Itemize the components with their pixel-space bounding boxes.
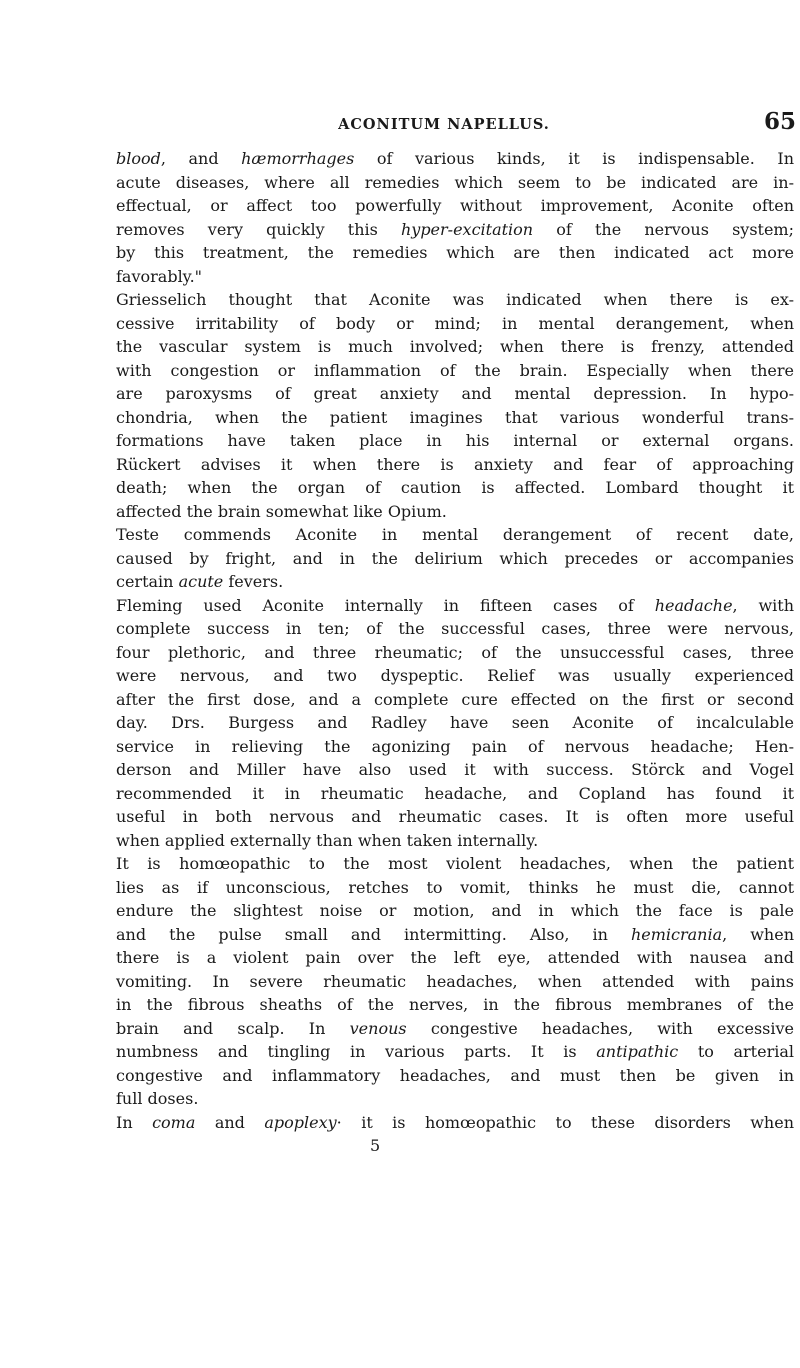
italic-term: hemicrania — [630, 924, 723, 944]
text-line — [116, 406, 794, 430]
italic-term: antipathic — [596, 1042, 679, 1061]
text-segment: vomiting. In severe rheumatic headaches, when attended with pains — [116, 971, 794, 991]
text-line — [116, 594, 794, 618]
text-segment: death; when the organ of caution is affected. Lombard thought it — [116, 478, 794, 497]
text-line — [116, 547, 794, 571]
text-line — [116, 359, 794, 383]
text-segment: service in relieving the agonizing pain of nervous headache; Hen- — [116, 736, 794, 756]
page-number: 65 — [763, 108, 796, 135]
text-segment: in the fibrous sheaths of the nerves, in the fibrous membranes of the — [116, 995, 794, 1014]
text-segment: derson and Miller have also used it with success. Störck and Vogel — [116, 760, 794, 779]
text-line — [116, 335, 794, 359]
text-segment: full doses. — [116, 1089, 199, 1108]
text-segment: affected the brain somewhat like Opium. — [116, 501, 447, 521]
text-segment: removes very quickly this — [116, 219, 401, 239]
text-line — [116, 288, 794, 312]
text-segment: of various kinds, it is indispensable. In — [354, 149, 794, 168]
text-line — [116, 852, 794, 876]
text-segment: complete success in ten; of the successful cases, three were nervous, — [116, 619, 794, 638]
text-line — [116, 429, 794, 453]
text-segment: caused by fright, and in the delirium which precedes or accompanies — [116, 548, 794, 568]
text-segment: effectual, or affect too powerfully without improvement, Aconite often — [116, 196, 794, 215]
text-line — [116, 876, 794, 900]
text-line — [116, 171, 794, 195]
italic-term: hæmorrhages — [241, 149, 355, 168]
text-segment: and — [195, 1112, 265, 1132]
text-line — [116, 500, 794, 524]
text-line — [116, 735, 794, 759]
body-text — [116, 147, 794, 1158]
text-line — [116, 1111, 794, 1135]
text-line — [116, 993, 794, 1017]
text-segment: chondria, when the patient imagines that various wonderful trans- — [116, 407, 794, 427]
text-segment: favorably." — [116, 266, 203, 286]
text-line — [116, 899, 794, 923]
text-segment: formations have taken place in his internal or external organs. — [116, 431, 794, 450]
text-segment: were nervous, and two dyspeptic. Relief was usually experienced — [116, 666, 794, 685]
text-segment: endure the slightest noise or motion, and in which the face is pale — [116, 901, 794, 920]
text-line — [116, 641, 794, 665]
text-segment: cessive irritability of body or mind; in mental derangement, when — [116, 313, 794, 333]
text-line — [116, 570, 794, 594]
text-line — [116, 241, 794, 265]
text-segment: to arterial — [678, 1042, 794, 1061]
text-line — [116, 476, 794, 500]
text-line — [116, 970, 794, 994]
text-segment: there is a violent pain over the left eye, attended with nausea and — [116, 948, 794, 967]
text-segment: congestive headaches, with excessive — [406, 1018, 795, 1038]
text-segment: four plethoric, and three rheumatic; of the unsuccessful cases, three — [116, 642, 794, 662]
italic-term: venous — [349, 1018, 407, 1038]
text-segment: acute diseases, where all remedies which seem to be indicated are in- — [116, 172, 794, 192]
text-segment: congestive and inflammatory headaches, and must then be given in — [116, 1065, 794, 1085]
text-segment: fevers. — [223, 572, 284, 591]
text-segment: Griesselich thought that Aconite was indicated when there is ex- — [116, 290, 794, 309]
text-line — [116, 805, 794, 829]
text-segment: day. Drs. Burgess and Radley have seen Aconite of incalculable — [116, 713, 794, 732]
text-line — [116, 758, 794, 782]
text-segment: with congestion or inflammation of the brain. Especially when there — [116, 360, 794, 380]
text-segment: , with — [732, 595, 795, 615]
text-line — [116, 523, 794, 547]
text-segment: when applied externally than when taken internally. — [116, 830, 539, 850]
text-line — [116, 1064, 794, 1088]
text-line — [116, 688, 794, 712]
text-line — [116, 265, 794, 289]
italic-term: acute — [178, 572, 224, 591]
text-line — [116, 218, 794, 242]
text-segment: · it is homœopathic to these disorders when — [336, 1112, 795, 1132]
italic-term: apoplexy — [264, 1112, 337, 1132]
text-line — [116, 946, 794, 970]
text-segment: of the nervous system; — [533, 219, 794, 239]
text-line — [116, 782, 794, 806]
text-line — [116, 382, 794, 406]
text-segment: Teste commends Aconite in mental derangement of recent date, — [116, 525, 794, 544]
text-line — [116, 1040, 794, 1064]
text-segment: lies as if unconscious, retches to vomit, thinks he must die, cannot — [116, 877, 794, 897]
text-segment: , when — [722, 924, 795, 944]
text-segment: by this treatment, the remedies which are then indicated act more — [116, 243, 794, 262]
text-segment: Rückert advises it when there is anxiety and fear of approaching — [116, 454, 794, 474]
italic-term: hyper-excitation — [400, 219, 534, 239]
text-segment: and the pulse small and intermitting. Also, in — [116, 924, 631, 944]
text-segment: are paroxysms of great anxiety and mental depression. In hypo- — [116, 384, 794, 403]
text-segment: certain — [116, 572, 179, 591]
text-segment: Fleming used Aconite internally in fifteen cases of — [116, 595, 655, 615]
text-segment: brain and scalp. In — [116, 1018, 350, 1038]
text-line — [116, 453, 794, 477]
text-line — [116, 711, 794, 735]
text-segment: , and — [160, 149, 242, 168]
text-line — [116, 1087, 794, 1111]
running-title: ACONITUM NAPELLUS. — [338, 116, 550, 133]
italic-term: headache — [654, 595, 733, 615]
text-segment: In — [116, 1112, 153, 1132]
text-segment: It is homœopathic to the most violent headaches, when the patient — [116, 854, 794, 873]
italic-term: coma — [152, 1112, 196, 1132]
running-head — [116, 108, 796, 142]
text-line — [116, 312, 794, 336]
text-segment: useful in both nervous and rheumatic cases. It is often more useful — [116, 807, 794, 826]
text-segment: after the first dose, and a complete cure effected on the first or second — [116, 689, 794, 709]
text-line — [116, 1017, 794, 1041]
text-line — [116, 147, 794, 171]
text-segment: the vascular system is much involved; when there is frenzy, attended — [116, 337, 794, 356]
text-line — [116, 194, 794, 218]
text-segment: numbness and tingling in various parts. It is — [116, 1042, 597, 1061]
text-line — [116, 829, 794, 853]
text-line — [116, 923, 794, 947]
text-line — [116, 664, 794, 688]
signature-mark: 5 — [370, 1136, 381, 1155]
italic-term: blood — [116, 149, 161, 168]
text-line — [116, 617, 794, 641]
text-segment: recommended it in rheumatic headache, and Copland has found it — [116, 783, 794, 803]
